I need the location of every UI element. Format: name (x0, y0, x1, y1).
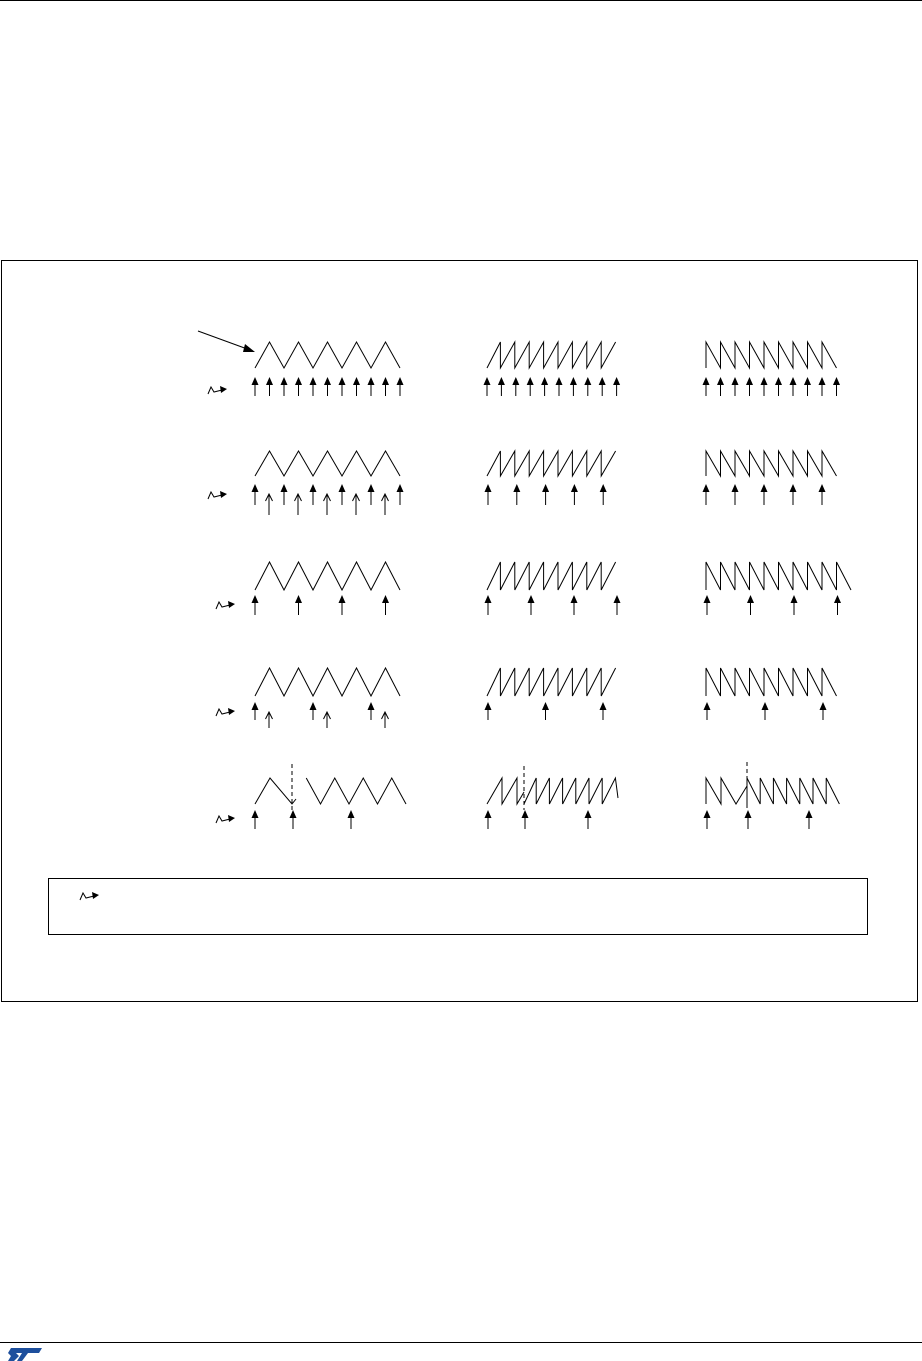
sawtooth-down-row-2 (706, 451, 837, 476)
update-arrow-r1-c1-5 (310, 377, 317, 396)
footer-rule (0, 1342, 922, 1343)
update-arrow-r1-c2-2 (498, 377, 505, 396)
legend-update-event-icon (80, 892, 99, 900)
overflow-arrow-r4-c1-2 (324, 712, 331, 728)
update-arrow-r5-c3-2 (745, 810, 752, 829)
update-arrow-r5-c3-1 (704, 810, 711, 829)
update-arrow-r5-c1-1 (252, 810, 259, 829)
sawtooth-up-row-5-part-1 (487, 778, 524, 804)
update-arrow-r1-c3-2 (717, 377, 724, 396)
pointer-arrow-head (243, 344, 255, 352)
update-arrow-r4-c2-3 (600, 702, 607, 720)
update-event-icon-row-1 (208, 386, 227, 394)
overflow-arrow-r2-c1-5 (382, 494, 389, 515)
overflow-arrow-r2-c1-2 (295, 494, 302, 515)
sawtooth-down-row-5-part-2 (747, 778, 839, 804)
update-arrow-r1-c1-3 (281, 377, 288, 396)
update-arrow-r3-c3-3 (791, 595, 798, 615)
update-arrow-r2-c3-5 (819, 484, 826, 505)
update-arrow-r1-c2-4 (527, 377, 534, 396)
update-arrow-r1-c3-7 (790, 377, 797, 396)
update-arrow-r2-c2-4 (571, 484, 578, 505)
overflow-arrow-r2-c1-1 (266, 494, 273, 515)
update-arrow-r1-c2-7 (570, 377, 577, 396)
st-logo (8, 1348, 44, 1361)
triangle-wave-row-2 (255, 451, 400, 476)
update-arrow-r2-c2-1 (485, 484, 492, 505)
update-event-icon-row-4 (216, 708, 235, 716)
update-arrow-r1-c1-11 (397, 377, 404, 396)
update-arrow-r1-c3-1 (703, 377, 710, 396)
update-arrow-r1-c1-7 (339, 377, 346, 396)
update-arrow-r2-c3-1 (703, 484, 710, 505)
update-arrow-r2-c1-6 (397, 484, 404, 505)
update-arrow-r2-c3-3 (761, 484, 768, 505)
update-arrow-r1-c1-9 (368, 377, 375, 396)
pointer-arrow-line (198, 331, 250, 350)
update-arrow-r5-c1-3 (348, 810, 355, 829)
sawtooth-up-row-3 (487, 562, 616, 590)
triangle-wave-row-3 (255, 562, 400, 590)
update-arrow-r1-c2-5 (541, 377, 548, 396)
sawtooth-up-row-2 (487, 451, 616, 476)
update-arrow-r4-c2-2 (542, 702, 549, 720)
update-arrow-r1-c3-8 (804, 377, 811, 396)
update-arrow-r3-c1-3 (339, 595, 346, 615)
update-arrow-r3-c1-4 (382, 595, 389, 615)
update-arrow-r1-c1-2 (266, 377, 273, 396)
overflow-arrow-r2-c1-4 (353, 494, 360, 515)
update-arrow-r2-c2-5 (600, 484, 607, 505)
sawtooth-up-row-5-part-2 (524, 778, 618, 804)
overflow-arrow-r4-c1-3 (382, 712, 389, 728)
update-arrow-r3-c1-2 (295, 595, 302, 615)
update-event-icon-row-2 (208, 491, 227, 499)
update-arrow-r3-c2-4 (614, 595, 621, 615)
update-arrow-r1-c2-3 (512, 377, 519, 396)
triangle-wave-row-4 (255, 668, 400, 696)
update-arrow-r1-c2-6 (556, 377, 563, 396)
triangle-wave-row-5-part-1 (255, 778, 296, 804)
update-arrow-r1-c1-8 (353, 377, 360, 396)
update-arrow-r3-c3-4 (834, 595, 841, 615)
update-arrow-r3-c3-1 (704, 595, 711, 615)
update-arrow-r1-c1-10 (382, 377, 389, 396)
update-arrow-r4-c3-3 (820, 702, 827, 720)
update-event-icon-row-5 (216, 815, 235, 823)
update-arrow-r5-c3-3 (806, 810, 813, 829)
update-arrow-r2-c3-4 (790, 484, 797, 505)
update-arrow-r4-c3-1 (704, 702, 711, 720)
update-arrow-r1-c3-5 (761, 377, 768, 396)
update-arrow-r1-c1-1 (252, 377, 259, 396)
update-arrow-r4-c1-3 (368, 702, 375, 720)
sawtooth-up-row-1 (487, 342, 616, 368)
update-arrow-r2-c1-3 (310, 484, 317, 505)
update-arrow-r3-c2-1 (485, 595, 492, 615)
update-arrow-r3-c2-3 (571, 595, 578, 615)
update-arrow-r5-c2-2 (522, 810, 529, 829)
update-arrow-r2-c1-1 (252, 484, 259, 505)
update-arrow-r1-c3-6 (775, 377, 782, 396)
sawtooth-down-row-1 (706, 342, 837, 368)
update-arrow-r1-c1-6 (324, 377, 331, 396)
update-arrow-r4-c1-1 (252, 702, 259, 720)
update-arrow-r3-c2-2 (528, 595, 535, 615)
update-arrow-r1-c3-4 (746, 377, 753, 396)
update-arrow-r2-c2-2 (513, 484, 520, 505)
update-arrow-r4-c2-1 (485, 702, 492, 720)
update-arrow-r2-c1-5 (368, 484, 375, 505)
update-arrow-r1-c3-10 (833, 377, 840, 396)
update-arrow-r2-c2-3 (542, 484, 549, 505)
sawtooth-down-row-5-part-1 (706, 778, 747, 804)
update-arrow-r1-c2-9 (599, 377, 606, 396)
overflow-arrow-r2-c1-3 (324, 494, 331, 515)
update-arrow-r1-c1-4 (295, 377, 302, 396)
triangle-wave-row-1 (255, 342, 400, 368)
update-arrow-r5-c1-2 (290, 810, 297, 829)
sawtooth-up-row-4 (487, 668, 616, 696)
update-arrow-r1-c2-10 (613, 377, 620, 396)
update-arrow-r2-c1-4 (339, 484, 346, 505)
update-arrow-r1-c3-3 (732, 377, 739, 396)
update-arrow-r5-c2-1 (485, 810, 492, 829)
update-arrow-r2-c3-2 (732, 484, 739, 505)
update-arrow-r4-c3-2 (762, 702, 769, 720)
triangle-wave-row-5-part-2 (306, 778, 406, 804)
update-arrow-r1-c2-8 (584, 377, 591, 396)
update-arrow-r1-c2-1 (484, 377, 491, 396)
update-arrow-r3-c3-2 (747, 595, 754, 615)
sawtooth-down-row-3 (706, 562, 851, 590)
update-arrow-r3-c1-1 (252, 595, 259, 615)
update-arrow-r1-c3-9 (819, 377, 826, 396)
update-event-icon-row-3 (216, 601, 235, 609)
update-arrow-r4-c1-2 (310, 702, 317, 720)
update-arrow-r2-c1-2 (281, 484, 288, 505)
update-arrow-r5-c2-3 (585, 810, 592, 829)
sawtooth-down-row-4 (706, 668, 837, 696)
overflow-arrow-r4-c1-1 (266, 712, 273, 728)
